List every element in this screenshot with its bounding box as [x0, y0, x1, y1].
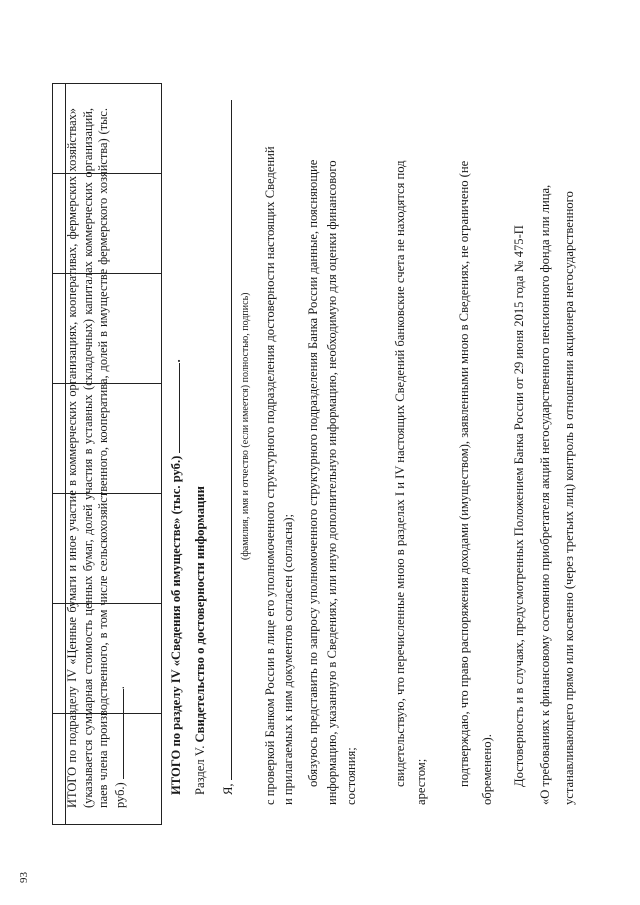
obligation-line-2: информацию, указанную в Сведениях, или иную дополнительную информацию, необходимую для оценки финансового [325, 160, 339, 805]
subsection-total-text: ИТОГО по подразделу IV «Ценные бумаги и иное участие в коммерческих организациях, кооперативах, фермерских хозяйствах» (указывается суммарная стоимость ценных бумаг, долей участия в уставных (складочных) капиталах коммерческих организаций, паев члена производственного, в том числе сельскохозяйственного, кооператива, долей в имуществе фермерского хозяйства) (тыс. руб.) . [65, 108, 127, 808]
obligation-line-1: обязуюсь представить по запросу уполномоченного структурного подразделения Банка России данные, поясняющие [306, 159, 320, 787]
section-v-heading [193, 486, 208, 795]
declarant-line [220, 100, 236, 795]
declarant-name-signature-field[interactable] [220, 100, 232, 780]
consent-line-1: с проверкой Банком России в лице его уполномоченного структурного подразделения достоверности настоящих Сведений [263, 146, 277, 805]
confirm-line-1: подтверждаю, что право распоряжения доходами (имуществом), заявленными мною в Сведениях, не ограничено (не [457, 160, 471, 787]
section-total-label: ИТОГО по разделу IV «Сведения об имуществе» (тыс. руб.) [169, 455, 183, 795]
fio-caption: (фамилия, имя и отчество (если имеется) полностью, подпись) [240, 292, 251, 560]
final-line-2: «О требованиях к финансовому состоянию приобретателя акций негосударственного пенсионного фонда или лица, [538, 184, 552, 805]
obligation-line-3: состояния; [344, 747, 358, 805]
section-total-blank[interactable] [168, 363, 180, 453]
page-number: 93 [18, 872, 30, 883]
subsection-total-label: ИТОГО по подразделу IV «Ценные бумаги и иное участие в коммерческих организациях, кооперативах, фермерских хозяйствах» (указывается суммарная стоимость ценных бумаг, долей участия в уставных (складочных) капиталах коммерческих организаций, паев члена производственного, в том числе сельскохозяйственного, кооператива, долей в имуществе фермерского хозяйства) (тыс. руб.) [65, 108, 127, 808]
final-line-3: устанавливающего прямо или косвенно (через третьих лиц) контроль в отношении акционера негосударственного [562, 191, 576, 805]
confirm-line-2: обременено). [480, 734, 494, 805]
ya-label: Я, [221, 783, 235, 795]
section-v-title: Свидетельство о достоверности информации [193, 486, 207, 743]
assets-table [52, 83, 162, 825]
section-v-prefix: Раздел V. [193, 742, 207, 795]
consent-line-2: и прилагаемых к ним документов согласен (согласна); [281, 513, 295, 805]
certify-line-2: арестом; [414, 758, 428, 805]
certify-line-1: свидетельствую, что перечисленные мною в разделах I и IV настоящих Сведений банковские счета не находятся под [393, 160, 407, 787]
subsection-total-blank[interactable] [112, 689, 124, 779]
final-line-1: Достоверность и в случаях, предусмотренных Положением Банка России от 29 июня 2015 года № 475-П [512, 225, 526, 787]
section-total: ИТОГО по разделу IV «Сведения об имуществе» (тыс. руб.) . [169, 359, 183, 795]
